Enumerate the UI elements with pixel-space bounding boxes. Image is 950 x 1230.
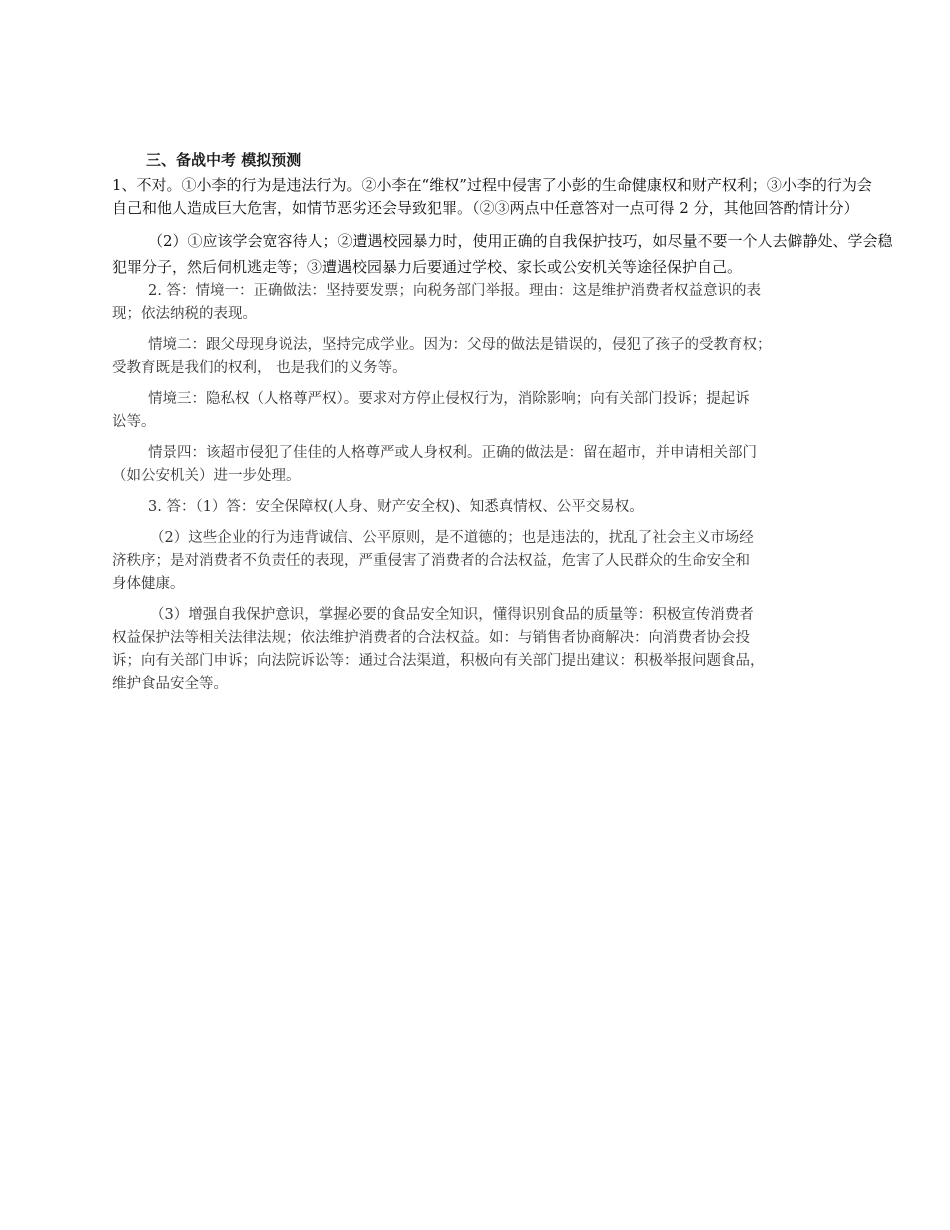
answer-2-situation-2 — [112, 334, 950, 380]
answer-2-situation-1-line-2: 现；依法纳税的表现。 — [112, 306, 257, 322]
document-page — [112, 150, 950, 696]
answer-3-part-3-line-4: 维护食品安全等。 — [112, 676, 228, 692]
answer-2 — [112, 280, 950, 488]
answer-2-situation-4 — [112, 442, 950, 488]
answer-1-part-2-line-2: 犯罪分子，然后伺机逃走等；③遭遇校园暴力后要通过学校、家长或公安机关等途径保护自己。 — [112, 258, 743, 276]
section-heading: 三、备战中考 模拟预测 — [146, 151, 302, 169]
answer-3-part-1 — [112, 496, 950, 519]
answer-2-situation-3-line-1: 情境三：隐私权（人格尊严权）。要求对方停止侵权行为，消除影响；向有关部门投诉；提起诉 — [148, 391, 750, 407]
answer-2-situation-1 — [112, 280, 950, 326]
answer-2-situation-2-line-2: 受教育既是我们的权利， 也是我们的义务等。 — [112, 360, 407, 376]
answer-3 — [112, 496, 950, 696]
answer-2-situation-2-line-1: 情境二：跟父母现身说法，坚持完成学业。因为：父母的做法是错误的，侵犯了孩子的受教育权； — [148, 337, 772, 353]
answer-2-situation-4-line-2: （如公安机关）进一步处理。 — [112, 468, 301, 484]
answer-1-part-2-line-1: （2）①应该学会宽容待人；②遭遇校园暴力时，使用正确的自我保护技巧，如尽量不要一个人去僻静处、学会稳 — [148, 232, 893, 250]
answer-1-line-2: 自己和他人造成巨大危害，如情节恶劣还会导致犯罪。（②③两点中任意答对一点可得 2 分，其他回答酌情计分） — [112, 199, 859, 217]
answer-2-situation-3-line-2: 讼等。 — [112, 414, 156, 430]
answer-3-part-1-line: 3. 答：（1）答：安全保障权(人身、财产安全权)、知悉真情权、公平交易权。 — [148, 499, 644, 515]
answer-1-part-2 — [112, 228, 950, 280]
answer-3-part-2-line-3: 身体健康。 — [112, 576, 185, 592]
answer-3-part-2-line-1: （2）这些企业的行为违背诚信、公平原则，是不道德的；也是违法的，扰乱了社会主义市场经 — [150, 530, 754, 546]
answer-3-part-2-line-2: 济秩序；是对消费者不负责任的表现，严重侵害了消费者的合法权益，危害了人民群众的生命安全和 — [112, 553, 750, 569]
answer-3-part-2 — [112, 527, 950, 596]
answer-2-situation-4-line-1: 情景四：该超市侵犯了佳佳的人格尊严或人身权利。正确的做法是：留在超市，并申请相关部门 — [148, 445, 757, 461]
answer-3-part-3-line-1: （3）增强自我保护意识，掌握必要的食品安全知识，懂得识别食品的质量等：积极宣传消费者 — [150, 607, 754, 623]
answer-2-situation-1-line-1: 2. 答：情境一：正确做法：坚持要发票；向税务部门举报。理由：这是维护消费者权益意识的表 — [148, 283, 761, 299]
answer-3-part-3 — [112, 604, 950, 696]
answer-1-line-1: 1、不对。①小李的行为是违法行为。②小李在“维权”过程中侵害了小彭的生命健康权和财产权利；③小李的行为会 — [112, 176, 872, 194]
answer-3-part-3-line-3: 诉；向有关部门申诉；向法院诉讼等：通过合法渠道，积极向有关部门提出建议：积极举报问题食品， — [112, 653, 765, 669]
answer-1 — [112, 174, 950, 220]
answer-2-situation-3 — [112, 388, 950, 434]
answer-3-part-3-line-2: 权益保护法等相关法律法规；依法维护消费者的合法权益。如：与销售者协商解决：向消费者协会投 — [112, 630, 750, 646]
